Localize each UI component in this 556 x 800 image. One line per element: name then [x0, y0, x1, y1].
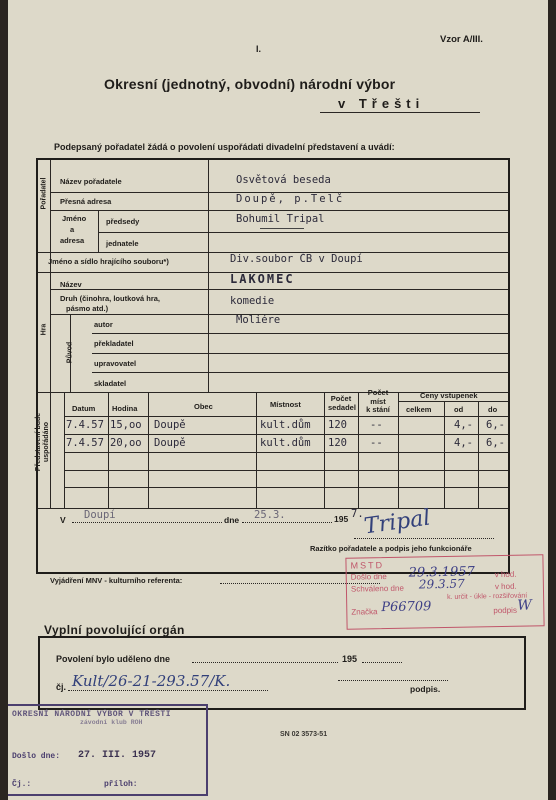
play-kind-label-2: pásmo atd.): [66, 304, 109, 313]
table-row-1-from: 4,-: [454, 419, 473, 431]
row-line: [92, 333, 508, 334]
stamp-org: MSTD: [350, 560, 385, 571]
incoming-stamp-line1: OKRESNÍ NÁRODNÍ VÝBOR V TŘEŠTI: [12, 710, 172, 719]
header-venue: Místnost: [270, 400, 301, 409]
adresa-label: adresa: [60, 236, 85, 245]
col-line: [324, 392, 325, 508]
granted-label: Povolení bylo uděleno dne: [56, 654, 171, 664]
row-line: [50, 289, 508, 290]
stamp-mark-label: Značka: [351, 607, 378, 617]
ref-label: čj.: [56, 682, 67, 692]
date-dotted-line: [242, 522, 332, 523]
stamp-signature-label: Razítko pořadatele a podpis jeho funkcionáře: [310, 544, 472, 553]
a-label: a: [70, 225, 75, 234]
table-row-1-standing: --: [370, 419, 383, 431]
table-row-1-date: 7.4.57: [66, 419, 104, 431]
authority-title: Okresní (jednotný, obvodní) národní výbor: [104, 76, 396, 92]
organizer-address-value: Doupě, p.Telč: [236, 193, 345, 205]
header-prices: Ceny vstupenek: [420, 391, 478, 400]
table-row-2-from: 4,-: [454, 437, 473, 449]
stamp-received-value: 29.3.1957: [408, 564, 475, 581]
header-hour: Hodina: [112, 404, 138, 413]
stamp-mark-value: P66709: [381, 599, 432, 616]
mnv-label: Vyjádření MNV - kulturního referenta:: [50, 576, 183, 585]
registry-stamp: [345, 554, 544, 629]
place-dotted-line: [72, 522, 222, 523]
incoming-attachments-label: příloh:: [104, 780, 138, 789]
incoming-received-label: Došlo dne:: [12, 752, 61, 761]
authority-place: v Třešti: [338, 96, 425, 111]
table-row-2-hour: 20,oo: [110, 437, 142, 449]
stamp-extra: k. určit - úkle - rozšiřování: [447, 592, 528, 601]
chair-underline: [260, 228, 304, 229]
row-line: [64, 416, 508, 417]
table-row-2-municipality: Doupě: [154, 437, 186, 449]
col-line: [64, 392, 65, 508]
jmeno-label: Jméno: [62, 214, 87, 223]
incoming-ref-label: Čj.:: [12, 780, 32, 789]
table-row-1-seats: 120: [328, 419, 347, 431]
play-kind-label-1: Druh (činohra, loutková hra,: [60, 294, 161, 303]
value-column-divider: [208, 160, 209, 392]
form-page: [8, 0, 548, 800]
col-line: [398, 392, 399, 508]
header-from: od: [454, 405, 464, 414]
stamp-approved-label: Schváleno dne: [350, 583, 404, 594]
header-standing-3: k stání: [366, 405, 390, 414]
incoming-stamp-line1-small: závodní klub ROH: [80, 719, 143, 726]
table-row-1-venue: kult.dům: [260, 419, 311, 431]
header-municipality: Obec: [194, 402, 213, 411]
author-value: Moliére: [236, 314, 281, 326]
performances-section-label: [35, 402, 51, 482]
permit-year-dotted-line: [362, 662, 402, 663]
footer-code: SN 02 3573-51: [280, 731, 328, 738]
stamp-approved-value: 29.3.57: [418, 576, 465, 592]
intro-text: Podepsaný pořadatel žádá o povolení uspořádati divadelní představení a uvádí:: [54, 142, 395, 152]
row-line: [50, 210, 508, 211]
header-seats: [328, 394, 354, 412]
stamp-approved-suffix: v hod.: [494, 581, 517, 592]
date-value: 25.3.: [254, 509, 286, 521]
header-seats-1: Počet: [330, 394, 352, 403]
chair-label: předsedy: [106, 217, 140, 226]
year-suffix: 7.: [351, 508, 364, 520]
row-line: [64, 452, 508, 453]
permit-signature-label: podpis.: [410, 684, 441, 694]
table-row-2-standing: --: [370, 437, 383, 449]
play-title-value: LAKOMEC: [230, 272, 295, 286]
stamp-sign-value: W: [517, 597, 532, 614]
organizer-name-label: Název pořadatele: [60, 177, 122, 186]
row-line: [64, 470, 508, 471]
troupe-label: Jméno a sídlo hrajícího souboru*): [48, 257, 169, 266]
place-value: Doupí: [84, 509, 116, 521]
secretary-label: jednatele: [106, 239, 139, 248]
incoming-received-value: 27. III. 1957: [78, 750, 157, 761]
col-line: [358, 392, 359, 508]
header-total: celkem: [406, 405, 432, 414]
roman-numeral: I.: [256, 44, 262, 54]
row-line: [92, 372, 508, 373]
stamp-received-suffix: v hod.: [494, 569, 517, 580]
table-row-1-hour: 15,oo: [110, 419, 142, 431]
header-standing-2: míst: [370, 396, 386, 406]
year-prefix: 195: [334, 514, 349, 524]
handwritten-signature: Tripal: [362, 505, 432, 540]
permit-year-prefix: 195: [342, 654, 358, 664]
row-line: [398, 401, 508, 402]
ref-dotted-line: [68, 690, 268, 691]
col-line: [108, 392, 109, 508]
form-code: Vzor A/III.: [440, 34, 483, 45]
permit-signature-line: [338, 680, 448, 681]
table-row-1-municipality: Doupě: [154, 419, 186, 431]
header-standing: [360, 389, 396, 415]
organizer-name-value: Osvětová beseda: [236, 174, 331, 186]
row-line: [64, 487, 508, 488]
table-row-2-to: 6,-: [486, 437, 505, 449]
incoming-stamp: [8, 704, 208, 796]
performances-label-line2: uspořádáno: [43, 421, 50, 463]
chair-value: Bohumil Tripal: [236, 213, 325, 225]
ref-value: Kult/26-21-293.57/K.: [72, 672, 231, 690]
composer-label: skladatel: [94, 379, 127, 388]
col-line: [98, 210, 99, 252]
header-seats-2: sedadel: [328, 403, 356, 412]
col-line: [444, 401, 445, 508]
row-line: [98, 232, 508, 233]
table-row-2-seats: 120: [328, 437, 347, 449]
play-section-label: Hra: [40, 323, 48, 336]
stamp-received-label: Došlo dne: [350, 572, 387, 582]
signature-dotted-line: [354, 538, 494, 539]
performances-label-line1: Představení bude: [35, 412, 42, 472]
place-underline: [320, 112, 480, 113]
organizer-section-label: Pořadatel: [40, 177, 48, 210]
play-title-label: Název: [60, 280, 82, 289]
header-standing-1: Počet: [367, 388, 389, 397]
table-row-2-date: 7.4.57: [66, 437, 104, 449]
fill-in-label: Vyplní povolující orgán: [44, 623, 185, 637]
v-label: V: [60, 515, 66, 525]
granted-dotted-line: [192, 662, 338, 663]
col-line: [478, 401, 479, 508]
col-line: [148, 392, 149, 508]
row-line: [92, 353, 508, 354]
header-date: Datum: [72, 404, 96, 413]
organizer-address-label: Přesná adresa: [60, 197, 112, 206]
author-label: autor: [94, 320, 113, 329]
row-line: [64, 434, 508, 435]
col-line: [256, 392, 257, 508]
translator-label: překladatel: [94, 339, 134, 348]
play-kind-value: komedie: [230, 295, 275, 307]
table-row-1-to: 6,-: [486, 419, 505, 431]
adapter-label: upravovatel: [94, 359, 137, 368]
origin-label: Původ: [66, 341, 74, 364]
table-row-2-venue: kult.dům: [260, 437, 311, 449]
stamp-sign-label: podpis: [493, 605, 517, 616]
header-to: do: [488, 405, 498, 414]
dne-label: dne: [224, 515, 240, 525]
troupe-value: Div.soubor ČB v Doupí: [230, 253, 363, 265]
